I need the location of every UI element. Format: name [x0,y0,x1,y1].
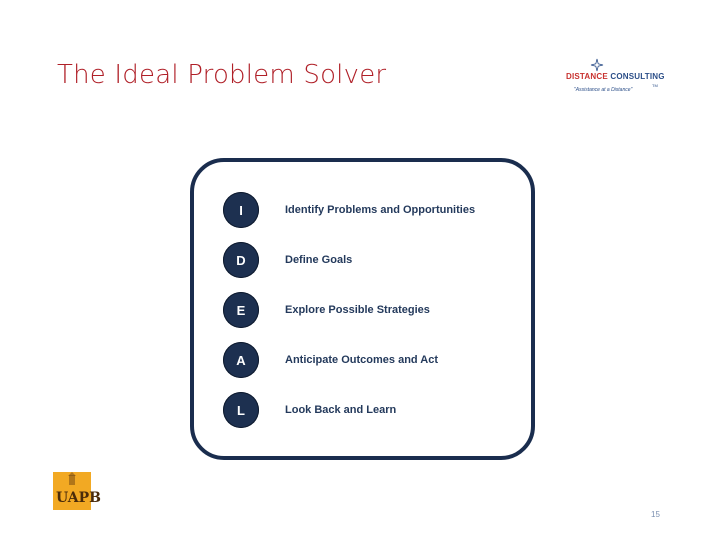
distance-consulting-logo [566,66,676,100]
ideal-steps-panel [190,158,535,460]
step-anticipate [223,342,439,378]
step-label: Explore Possible Strategies [285,304,430,316]
step-label: Look Back and Learn [285,404,397,416]
step-label: Identify Problems and Opportunities [285,204,476,216]
step-letter-circle: E [223,292,259,328]
uapb-logo-icon [53,472,102,510]
svg-text:UAPB: UAPB [56,490,102,506]
logo-name-part2: CONSULTING [610,72,665,81]
logo-trademark: TM [652,83,658,88]
step-label: Anticipate Outcomes and Act [285,354,439,366]
step-letter-circle: D [223,242,259,278]
step-letter-circle: I [223,192,259,228]
logo-name [566,72,665,81]
slide-title: The Ideal Problem Solver [57,60,387,90]
logo-tagline: "Assistance at a Distance" [574,87,633,93]
step-look-back [223,392,397,428]
step-explore [223,292,430,328]
step-letter-circle: A [223,342,259,378]
step-identify [223,192,476,228]
step-label: Define Goals [285,254,353,266]
step-define [223,242,353,278]
page-number: 15 [651,510,660,519]
step-letter-circle: L [223,392,259,428]
star-icon [591,59,603,71]
uapb-logo [53,472,102,510]
logo-name-part1: DISTANCE [566,72,608,81]
